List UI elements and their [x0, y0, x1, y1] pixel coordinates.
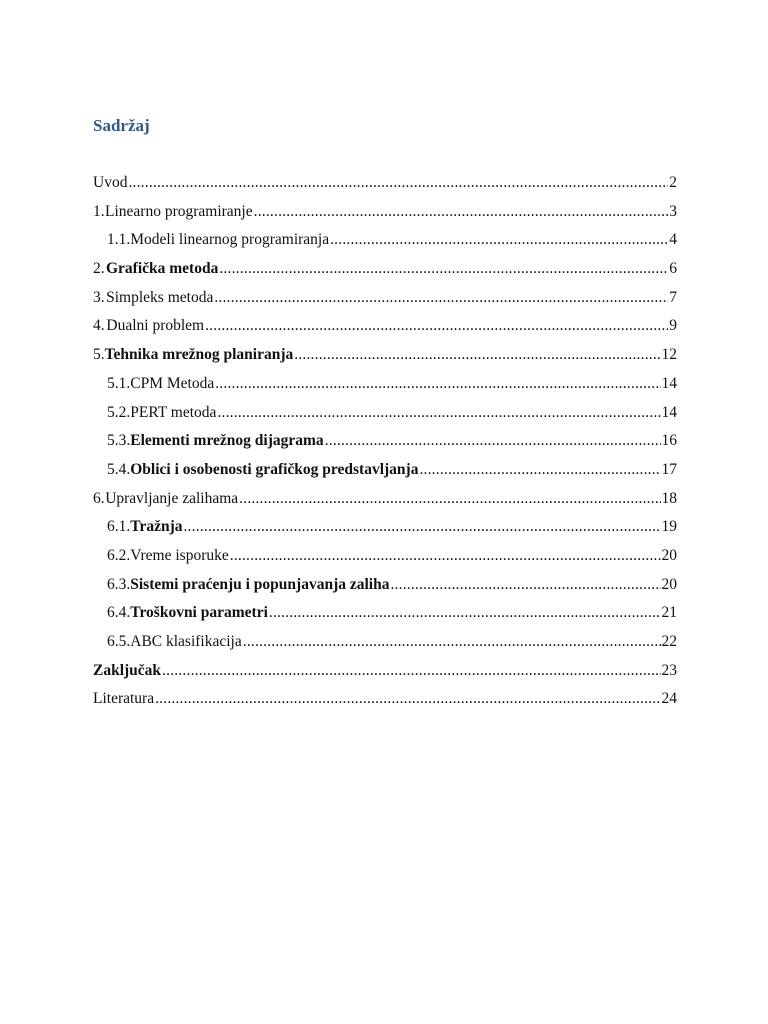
toc-leader-dots [254, 200, 669, 224]
toc-leader-dots [243, 630, 661, 654]
toc-leader-dots [214, 286, 668, 310]
toc-entry-number: 1.1. [107, 231, 131, 249]
toc-entry-sistemi-pracenja[interactable] [93, 573, 677, 602]
toc-entry-page: 17 [661, 460, 677, 478]
toc-entry-elementi-mreznog-dijagrama[interactable] [93, 429, 677, 458]
toc-entry-page: 23 [661, 661, 677, 679]
toc-leader-dots [217, 401, 660, 425]
toc-title: Sadržaj [93, 116, 150, 135]
toc-entry-text: Sistemi praćenju i popunjavanja zaliha [130, 575, 390, 593]
toc-entry-text: Literatura [93, 690, 155, 708]
toc-leader-dots [239, 487, 660, 511]
toc-entry-text: Tehnika mrežnog planiranja [104, 346, 294, 364]
toc-entry-text: Linearno programiranje [105, 202, 253, 220]
toc-entry-page: 21 [661, 604, 677, 622]
toc-entry-vreme-isporuke[interactable] [93, 544, 677, 573]
toc-entry-abc-klasifikacija[interactable] [93, 630, 677, 659]
toc-leader-dots [294, 343, 660, 367]
toc-entry-text: Simpleks metoda [106, 288, 214, 306]
toc-entry-number: 6. [93, 489, 105, 507]
toc-entry-page: 20 [661, 546, 677, 564]
toc-leader-dots [219, 257, 668, 281]
toc-entry-page: 14 [661, 374, 677, 392]
toc-entry-number: 3. [93, 288, 105, 306]
toc-entry-page: 19 [661, 518, 677, 536]
toc-leader-dots [230, 544, 661, 568]
toc-entry-simpleks-metoda[interactable] [93, 286, 677, 315]
toc-entry-page: 7 [669, 288, 677, 306]
toc-entry-oblici-i-osobenosti[interactable] [93, 458, 677, 487]
toc-entry-number: 6.1. [107, 518, 131, 536]
toc-entry-text: Troškovni parametri [130, 604, 268, 622]
toc-entry-linearno-programiranje[interactable] [93, 200, 677, 229]
toc-entry-text: CPM Metoda [130, 374, 215, 392]
toc-entry-upravljanje-zalihama[interactable] [93, 487, 677, 516]
toc-entry-tehnika-mreznog-planiranja[interactable] [93, 343, 677, 372]
toc-entry-literatura[interactable] [93, 687, 677, 716]
toc-entry-text: ABC klasifikacija [130, 633, 242, 650]
toc-entry-number: 6.2. [107, 546, 131, 564]
toc-leader-dots [330, 228, 668, 252]
toc-entry-number: 2. [93, 260, 105, 278]
toc-entry-number: 5.4. [107, 460, 131, 478]
toc-entry-number: 5.3. [107, 432, 131, 450]
toc-entry-text: PERT metoda [130, 403, 217, 421]
toc-leader-dots [419, 458, 660, 482]
toc-entry-troskovni-parametri[interactable] [93, 601, 677, 630]
toc-entry-number: 5.1. [107, 374, 131, 392]
toc-entry-text: Oblici i osobenosti grafičkog predstavljanja [130, 460, 419, 478]
toc-leader-dots [269, 601, 661, 625]
toc-entry-number: 4. [93, 317, 105, 335]
toc-entry-page: 4 [669, 231, 677, 249]
toc-entry-page: 6 [669, 260, 677, 278]
toc-entry-dualni-problem[interactable] [93, 314, 677, 343]
table-of-contents [93, 171, 677, 716]
toc-entry-page: 12 [661, 346, 677, 364]
toc-entry-number: 6.3. [107, 575, 131, 593]
toc-leader-dots [390, 573, 660, 597]
toc-entry-number: 6.5. [107, 633, 131, 650]
toc-entry-text: Vreme isporuke [130, 546, 229, 564]
toc-entry-text: Grafička metoda [105, 260, 219, 278]
toc-entry-page: 18 [661, 489, 677, 507]
toc-entry-page: 24 [661, 690, 677, 708]
toc-entry-traznja[interactable] [93, 515, 677, 544]
toc-entry-page: 22 [661, 633, 677, 650]
toc-entry-zakljucak[interactable] [93, 659, 677, 688]
toc-leader-dots [205, 314, 668, 338]
toc-entry-text: Modeli linearnog programiranja [130, 231, 330, 249]
toc-entry-uvod[interactable] [93, 171, 677, 200]
toc-entry-page: 14 [661, 403, 677, 421]
toc-entry-page: 20 [661, 575, 677, 593]
toc-leader-dots [183, 515, 660, 539]
toc-entry-number: 5. [93, 346, 105, 364]
toc-leader-dots [155, 687, 660, 711]
toc-entry-text: Upravljanje zalihama [105, 489, 239, 507]
toc-entry-text: Elementi mrežnog dijagrama [130, 432, 324, 450]
toc-entry-modeli-linearnog-programiranja[interactable] [93, 228, 677, 257]
toc-leader-dots [215, 372, 660, 396]
toc-entry-text: Zaključak [93, 661, 162, 679]
toc-leader-dots [128, 171, 668, 195]
toc-entry-number: 1. [93, 202, 105, 220]
toc-entry-graficka-metoda[interactable] [93, 257, 677, 286]
toc-leader-dots [325, 429, 661, 453]
toc-entry-page: 3 [669, 202, 677, 220]
toc-entry-text: Uvod [93, 174, 128, 191]
toc-entry-text: Tražnja [130, 518, 183, 536]
toc-entry-number: 6.4. [107, 604, 131, 622]
toc-entry-page: 16 [661, 432, 677, 450]
toc-entry-page: 2 [669, 174, 677, 191]
toc-leader-dots [162, 659, 660, 683]
toc-entry-pert-metoda[interactable] [93, 401, 677, 430]
toc-entry-text: Dualni problem [106, 317, 205, 335]
toc-entry-page: 9 [669, 317, 677, 335]
toc-entry-number: 5.2. [107, 403, 131, 421]
toc-entry-cpm-metoda[interactable] [93, 372, 677, 401]
